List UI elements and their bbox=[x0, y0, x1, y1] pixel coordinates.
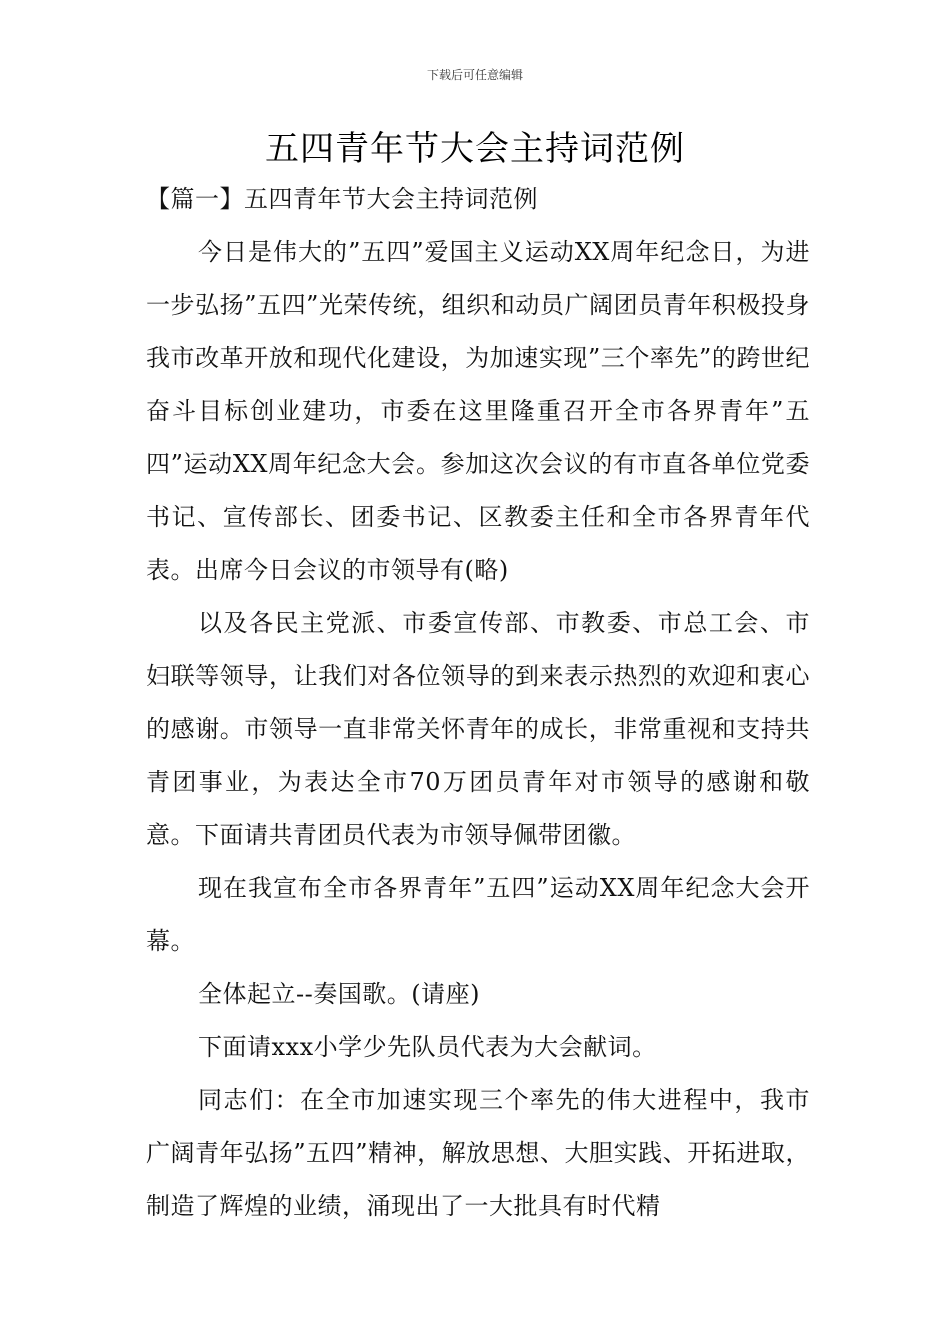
paragraph: 下面请xxx小学少先队员代表为大会献词。 bbox=[198, 1033, 657, 1061]
document-title: 五四青年节大会主持词范例 bbox=[265, 129, 685, 169]
paragraph: 以及各民主党派、市委宣传部、市教委、市总工会、市妇联等领导，让我们对各位领导的到来表示热烈的欢迎和衷心的感谢。市领导一直非常关怀青年的成长，非常重视和支持共青团事业，为表达全市70万团员青年对市领导的感谢和敬意。下面请共青团员代表为市领导佩带团徽。 bbox=[146, 609, 810, 849]
paragraph: 现在我宣布全市各界青年”五四”运动XX周年纪念大会开幕。 bbox=[146, 874, 810, 955]
paragraph: 全体起立--奏国歌。(请座) bbox=[198, 980, 480, 1008]
header-note: 下载后可任意编辑 bbox=[426, 68, 523, 82]
section-heading: 【篇一】五四青年节大会主持词范例 bbox=[146, 185, 538, 213]
document-body bbox=[146, 176, 810, 1233]
paragraph: 同志们：在全市加速实现三个率先的伟大进程中，我市广阔青年弘扬”五四”精神，解放思想、大胆实践、开拓进取，制造了辉煌的业绩，涌现出了一大批具有时代精 bbox=[146, 1086, 810, 1220]
paragraph: 今日是伟大的”五四”爱国主义运动XX周年纪念日，为进一步弘扬”五四”光荣传统，组织和动员广阔团员青年积极投身我市改革开放和现代化建设，为加速实现”三个率先”的跨世纪奋斗目标创业建功，市委在这里隆重召开全市各界青年”五四”运动XX周年纪念大会。参加这次会议的有市直各单位党委书记、宣传部长、团委书记、区教委主任和全市各界青年代表。出席今日会议的市领导有(略) bbox=[146, 238, 810, 584]
